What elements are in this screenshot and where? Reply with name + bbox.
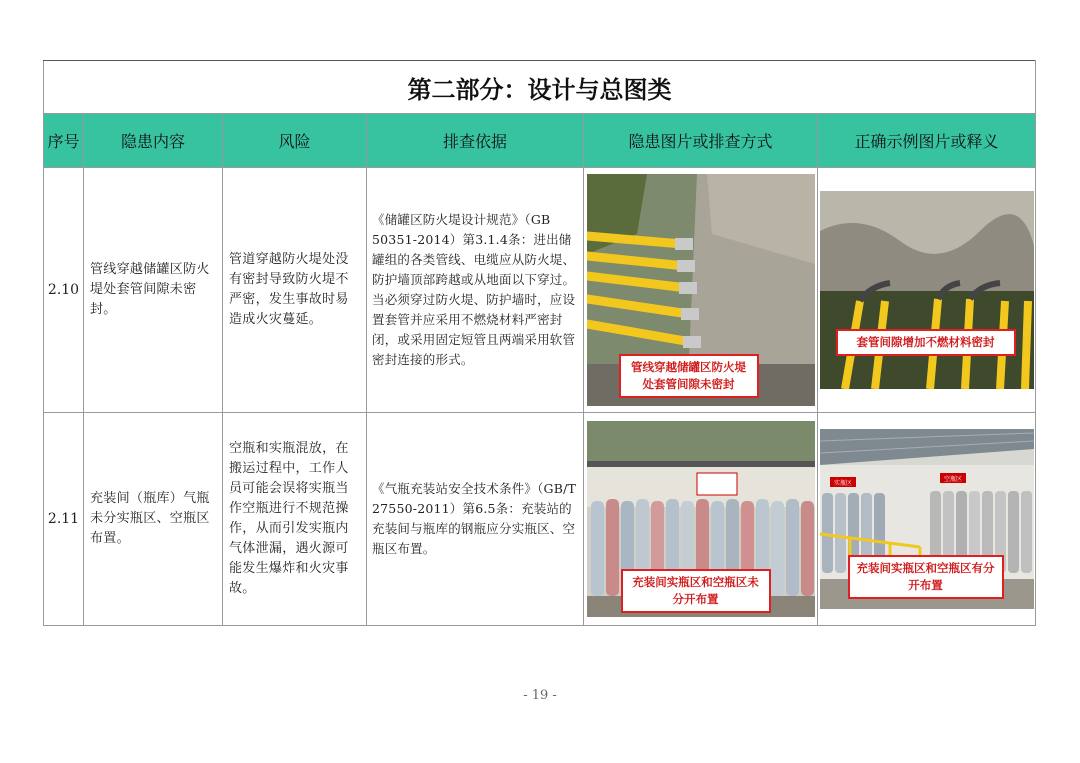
table-row	[44, 168, 1036, 413]
full-zone-sign: 实瓶区	[833, 480, 852, 487]
correct-photo-cylinders	[820, 429, 1034, 609]
correct-caption: 套管间隙增加不燃材料密封	[836, 329, 1016, 356]
header-seq: 序号	[44, 114, 84, 168]
hazard-text: 管线穿越储罐区防火堤处套管间隙未密封。	[84, 168, 223, 413]
hazard-photo-pipes	[587, 174, 815, 406]
risk-text: 管道穿越防火堤处没有密封导致防火堤不严密，发生事故时易造成火灾蔓延。	[223, 168, 367, 413]
correct-photo-cell	[818, 168, 1036, 413]
hazard-photo-cylinders	[587, 421, 815, 617]
correct-caption: 充装间实瓶区和空瓶区有分开布置	[848, 555, 1004, 599]
hazard-photo-cell	[584, 168, 818, 413]
basis-text: 《气瓶充装站安全技术条件》（GB/T 27550-2011）第6.5条：充装站的充装间与瓶库的钢瓶应分实瓶区、空瓶区布置。	[367, 413, 584, 626]
table-header-row	[44, 114, 1036, 168]
hazard-caption: 充装间实瓶区和空瓶区未分开布置	[621, 569, 771, 613]
header-risk: 风险	[223, 114, 367, 168]
hazard-photo-cell	[584, 413, 818, 626]
header-basis: 排查依据	[367, 114, 584, 168]
risk-text: 空瓶和实瓶混放，在搬运过程中，工作人员可能会误将实瓶当作空瓶进行不规范操作，从而引发实瓶内气体泄漏，遇火源可能发生爆炸和火灾事故。	[223, 413, 367, 626]
correct-photo-cell	[818, 413, 1036, 626]
header-correct-example: 正确示例图片或释义	[818, 114, 1036, 168]
page-number: - 19 -	[523, 688, 557, 703]
basis-text: 《储罐区防火堤设计规范》（GB 50351-2014）第3.1.4条：进出储罐组的各类管线、电缆应从防火堤、防护墙顶部跨越或从地面以下穿过。当必须穿过防火堤、防护墙时，应设置套管并应采用不燃烧材料严密封闭，或采用固定短管且两端采用软管密封连接的形式。	[367, 168, 584, 413]
hazard-text: 充装间（瓶库）气瓶未分实瓶区、空瓶区布置。	[84, 413, 223, 626]
empty-zone-sign: 空瓶区	[943, 476, 962, 483]
row-number: 2.11	[44, 413, 84, 626]
table-row	[44, 413, 1036, 626]
correct-photo-pipes	[820, 191, 1034, 389]
header-hazard-image: 隐患图片或排查方式	[584, 114, 818, 168]
row-number: 2.10	[44, 168, 84, 413]
hazard-table	[43, 60, 1036, 626]
hazard-caption: 管线穿越储罐区防火堤处套管间隙未密封	[619, 354, 759, 398]
section-title: 第二部分：设计与总图类	[44, 61, 1036, 114]
header-hazard: 隐患内容	[84, 114, 223, 168]
